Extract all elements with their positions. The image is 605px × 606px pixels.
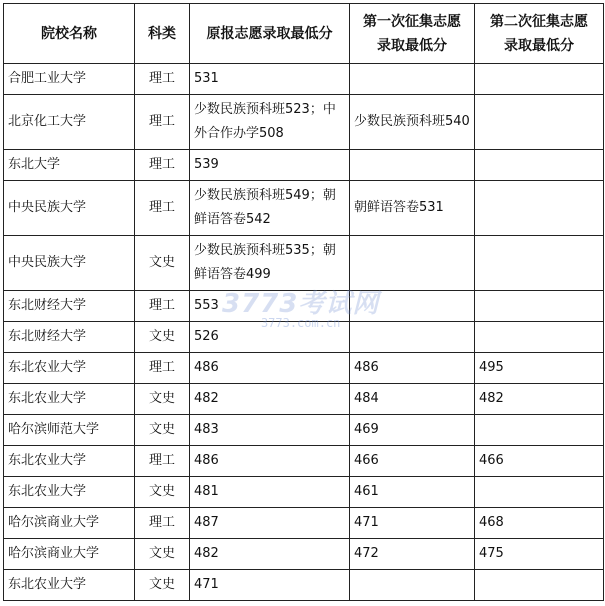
cell-category: 理工 [135, 446, 190, 477]
cell-first-call: 466 [350, 446, 475, 477]
cell-category: 理工 [135, 64, 190, 95]
cell-first-call: 469 [350, 415, 475, 446]
cell-original-min: 539 [190, 150, 350, 181]
cell-school: 合肥工业大学 [4, 64, 135, 95]
cell-original-min: 526 [190, 322, 350, 353]
cell-original-min: 482 [190, 539, 350, 570]
cell-original-min: 少数民族预科班523；中外合作办学508 [190, 95, 350, 150]
cell-school: 东北农业大学 [4, 446, 135, 477]
watermark-main: 3773考试网 [222, 289, 380, 319]
cell-category: 理工 [135, 353, 190, 384]
cell-category: 理工 [135, 508, 190, 539]
cell-original-min: 471 [190, 570, 350, 601]
cell-first-call [350, 150, 475, 181]
cell-first-call [350, 236, 475, 291]
header-second-call: 第二次征集志愿 录取最低分 [475, 4, 604, 64]
cell-second-call [475, 150, 604, 181]
cell-original-min: 487 [190, 508, 350, 539]
cell-second-call: 475 [475, 539, 604, 570]
cell-first-call: 少数民族预科班540 [350, 95, 475, 150]
table-row [4, 291, 604, 322]
cell-second-call [475, 477, 604, 508]
watermark-sub: 3773.com.cn [260, 316, 341, 330]
table-row [4, 64, 604, 95]
cell-original-min: 482 [190, 384, 350, 415]
header-category: 科类 [135, 4, 190, 64]
header-original-min: 原报志愿录取最低分 [190, 4, 350, 64]
cell-category: 理工 [135, 150, 190, 181]
cell-original-min: 553 [190, 291, 350, 322]
cell-first-call [350, 64, 475, 95]
cell-original-min: 少数民族预科班549；朝鲜语答卷542 [190, 181, 350, 236]
cell-school: 中央民族大学 [4, 181, 135, 236]
cell-school: 哈尔滨师范大学 [4, 415, 135, 446]
cell-school: 东北农业大学 [4, 353, 135, 384]
cell-category: 文史 [135, 477, 190, 508]
table-row [4, 384, 604, 415]
cell-second-call [475, 322, 604, 353]
cell-second-call [475, 570, 604, 601]
cell-second-call [475, 181, 604, 236]
cell-first-call: 461 [350, 477, 475, 508]
cell-original-min: 486 [190, 353, 350, 384]
table-row [4, 322, 604, 353]
table-row [4, 95, 604, 150]
cell-original-min: 486 [190, 446, 350, 477]
cell-second-call [475, 64, 604, 95]
table-row [4, 415, 604, 446]
table-row [4, 446, 604, 477]
cell-category: 理工 [135, 95, 190, 150]
cell-first-call: 471 [350, 508, 475, 539]
cell-school: 哈尔滨商业大学 [4, 539, 135, 570]
cell-second-call: 482 [475, 384, 604, 415]
cell-first-call [350, 570, 475, 601]
header-first-call: 第一次征集志愿 录取最低分 [350, 4, 475, 64]
cell-category: 理工 [135, 181, 190, 236]
cell-school: 哈尔滨商业大学 [4, 508, 135, 539]
table-row [4, 477, 604, 508]
table-row [4, 539, 604, 570]
cell-school: 东北大学 [4, 150, 135, 181]
cell-category: 文史 [135, 322, 190, 353]
table-row [4, 353, 604, 384]
cell-second-call: 495 [475, 353, 604, 384]
header-row [4, 4, 604, 64]
cell-category: 文史 [135, 570, 190, 601]
cell-category: 文史 [135, 415, 190, 446]
cell-second-call: 466 [475, 446, 604, 477]
table-row [4, 181, 604, 236]
cell-original-min: 531 [190, 64, 350, 95]
cell-category: 理工 [135, 291, 190, 322]
cell-school: 东北财经大学 [4, 291, 135, 322]
cell-second-call [475, 95, 604, 150]
cell-first-call: 486 [350, 353, 475, 384]
cell-second-call [475, 415, 604, 446]
cell-second-call [475, 291, 604, 322]
cell-second-call: 468 [475, 508, 604, 539]
cell-school: 东北财经大学 [4, 322, 135, 353]
cell-school: 东北农业大学 [4, 570, 135, 601]
cell-school: 北京化工大学 [4, 95, 135, 150]
cell-second-call [475, 236, 604, 291]
cell-original-min: 少数民族预科班535；朝鲜语答卷499 [190, 236, 350, 291]
cell-first-call: 472 [350, 539, 475, 570]
cell-school: 东北农业大学 [4, 384, 135, 415]
cell-school: 中央民族大学 [4, 236, 135, 291]
table-row [4, 508, 604, 539]
cell-first-call [350, 291, 475, 322]
cell-first-call [350, 322, 475, 353]
table-row [4, 150, 604, 181]
header-school: 院校名称 [4, 4, 135, 64]
cell-original-min: 483 [190, 415, 350, 446]
cell-category: 文史 [135, 539, 190, 570]
cell-category: 文史 [135, 384, 190, 415]
admission-scores-table [3, 3, 604, 601]
cell-original-min: 481 [190, 477, 350, 508]
cell-school: 东北农业大学 [4, 477, 135, 508]
cell-category: 文史 [135, 236, 190, 291]
cell-first-call: 484 [350, 384, 475, 415]
table-row [4, 570, 604, 601]
table-row [4, 236, 604, 291]
cell-first-call: 朝鲜语答卷531 [350, 181, 475, 236]
